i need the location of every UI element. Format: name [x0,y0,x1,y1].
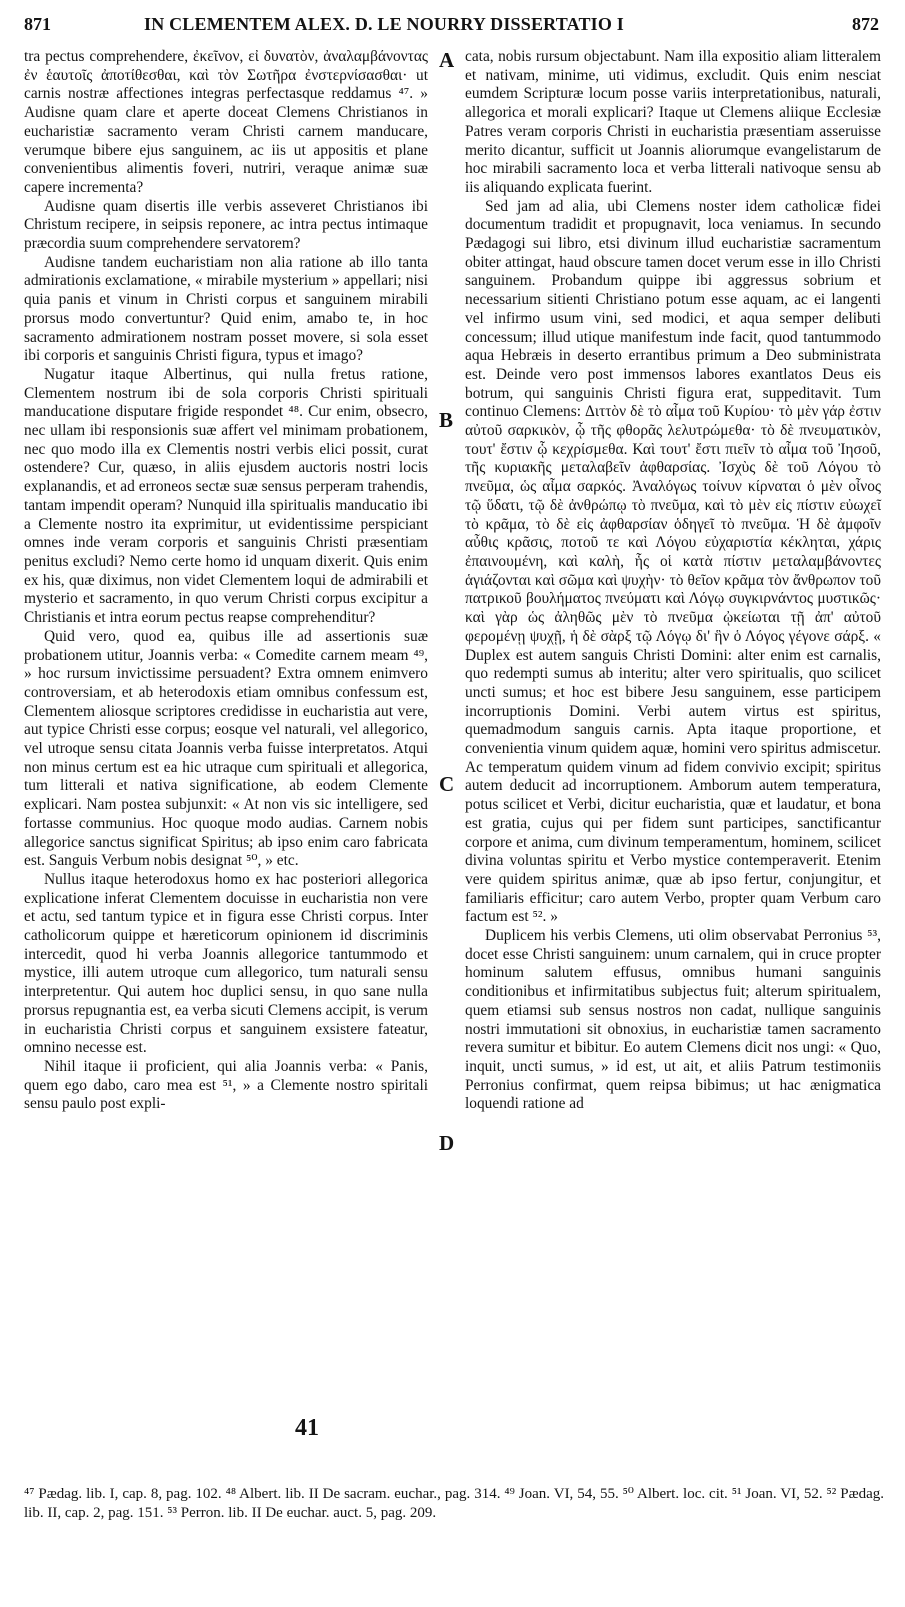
paragraph: cata, nobis rursum objectabunt. Nam illa expositio aliam litteralem et nativam, minime, uti vidimus, excludit. Quis enim nesciat eumdem Scripturæ locum posse variis interpretationibus, naturali, allegorica et morali explicari? Itaque ut Clemens aliique Ecclesiæ Patres veram corporis Christi in eucharistia præsentiam asseruisse merito dicantur, sufficit ut Joannis aliorumque evangelistarum de hoc mirabili sacramento loca et verba litterali nativoque sensu ab iis aliquando explicata fuerint. [465,48,881,196]
footnotes: ⁴⁷ Pædag. lib. I, cap. 8, pag. 102. ⁴⁸ Albert. lib. II De sacram. euchar., pag. 314. ⁴⁹ Joan. VI, 54, 55. ⁵⁰ Albert. loc. cit. ⁵¹ Joan. VI, 52. ⁵² Pædag. lib. II, cap. 2, pag. 151. ⁵³ Perron. lib. II De euchar. auct. 5, pag. 209. [24,1486,884,1521]
right-column [465,48,881,1114]
margin-letter-c: C [439,772,455,796]
paragraph: Quid vero, quod ea, quibus ille ad assertionis suæ probationem utitur, Joannis verba: « Comedite carnem meam ⁴⁹, » hoc rursum invictissime persuadent? Extra omnem enimvero controversiam, et ab heterodoxis etiam omnibus confessum est, Clementem aliosque scriptores credidisse in eucharistia aut vere, aut typice Christi esse corpus; eosque vel naturali, vel allegorico, vel utroque sensu citata Joannis verba fuisse interpretatos. Atqui non minus certum est ea hic utraque cum spirituali et allegorica, tum litterali et nativa significatione, ab eodem Clemente explicari. Nam postea subjunxit: « At non vis sic intelligere, sed fortasse communius. Hoc quoque modo audias. Carnem nobis allegorice sanctus significat Spiritus; ab ipso enim caro fabricata est. Sanguis Verbum nobis designat ⁵⁰, » etc. [24,627,428,870]
paragraph: Nugatur itaque Albertinus, qui nulla fretus ratione, Clementem nostrum ibi de sola corporis Christi spirituali manducatione disputare frigide respondet ⁴⁸. Cur enim, obsecro, nec ullam ibi responsionis suæ affert vel minimam probationem, nec quo modo illa ex Clementis nostri verbis elici possit, curat ostendere? Cur, quæso, in aliis ejusdem auctoris nostri locis explanandis, et ad erroneos sectæ suæ sensus perperam trahendis, tantam impendit operam? Nunquid illa spiritualis manducatio ibi a Clemente nostro ita exprimitur, ut evidentissime perspiciant omnes inde veram corporis et sanguinis Christi præsentiam penitus excludi? Nemo certe homo id unquam dixerit. Quis enim ex his, quæ diximus, non videt Clementem loqui de admirabili et mysterio et sacramento, in quo verum Christi corpus excipitur a Christianis et intra eorum pectus reapse comprehenditur? [24,365,428,627]
paragraph: Nullus itaque heterodoxus homo ex hac posteriori allegorica explicatione inferat Clementem docuisse in eucharistia non vere et actu, sed tantum typice et in figura esse Christi corpus. Inter catholicorum quippe et hæreticorum opinionem id discriminis intercedit, quod hi verba Joannis allegorice tantummodo et mystice, illi autem utroque cum allegorico, tum naturali sensu interpretentur. Qui autem hoc duplici sensu, in quo sane nulla prorsus repugnantia est, ea verba sicuti Clemens accipit, is verum in eucharistia Christi corpus et sanguinem exsistere fateatur, omnino necesse est. [24,870,428,1057]
left-column [24,48,428,1114]
migne-column-number: 41 [295,1415,319,1441]
page-number-left: 871 [24,14,51,34]
paragraph: Sed jam ad alia, ubi Clemens noster idem catholicæ fidei documentum tradidit et propugnavit, loca veniamus. In secundo Pædagogi sui libro, etsi divinum illud eucharistiæ sacramentum obiter attingat, haud obscure tamen docet verum esse in illo Christi sanguinem. Probandum quippe ibi aggressus sobrium et necessarium sitienti Christiano potum esse aquam, ac ei langenti vel infirmo usum vini, sed modici, et aqua semper delibuti concessum; illud utique manifestum inde facit, quod tantummodo aqua Hebræis in deserto errantibus primum a Deo subministrata est. Deinde vero post immensos labores exantlatos Deus eis botrum, qui sanguinis Christi figura erat, suppeditavit. Tum continuo Clemens: Διττὸν δὲ τὸ αἷμα τοῦ Κυρίου· τὸ μὲν γάρ ἐστιν αὐτοῦ σαρκικὸν, ᾧ τῆς φθορᾶς λελυτρώμεθα· τὸ δὲ πνευματικὸν, τουτ' ἔστιν ᾧ κεχρίσμεθα. Καὶ τουτ' ἔστι πιεῖν τὸ αἷμα τοῦ Ἰησοῦ, τῆς κυριακῆς μεταλαβεῖν ἀφθαρσίας. Ἰσχὺς δὲ τοῦ Λόγου τὸ πνεῦμα, ὡς αἷμα σαρκός. Ἀναλόγως τοίνυν κίρναται ὁ μὲν οἶνος τῷ ὕδατι, τῷ δὲ ἀνθρώπῳ τὸ πνεῦμα, καὶ τὸ μὲν εἰς πίστιν εὐωχεῖ τὸ κρᾶμα, τὸ δὲ εἰς ἀφθαρσίαν ὁδηγεῖ τὸ πνεῦμα. Ἡ δὲ ἀμφοῖν αὖθις κρᾶσις, ποτοῦ τε καὶ Λόγου εὐχαριστία κέκληται, χάρις ἐπαινουμένη, καὶ καλὴ, ἧς οἱ κατὰ πίστιν μεταλαμβάνοντες ἁγιάζονται καὶ σῶμα καὶ ψυχὴν· τὸ θεῖον κρᾶμα τὸν ἄνθρωπον τοῦ πατρικοῦ βουλήματος πνεύματι καὶ Λόγῳ συγκιρνάντος μυστικῶς· καὶ γὰρ ὡς ἀληθῶς μὲν τὸ πνεῦμα ᾠκείωται τῇ ἀπ' αὐτοῦ φερομένῃ ψυχῇ, ἡ δὲ σὰρξ τῷ Λόγῳ δι' ἣν ὁ Λόγος γέγονε σάρξ. « Duplex est autem sanguis Christi Domini: alter enim est carnalis, quo redempti sumus ab interitu; alter vero spiritualis, quo scilicet uncti sumus; et hoc est bibere Jesu sanguinem, esse participem incorruptionis Domini. Verbi autem virtus est spiritus, quemadmodum sanguis carnis. Apta itaque proportione, et convenientia vinum quidem aquæ, homini vero spiritus admiscetur. Ac temperatum quidem vinum ad fidem convivio excipit; spiritus autem deducit ad incorruptionem. Amborum autem temperatura, potus scilicet et Verbi, dicitur eucharistia, quæ et laudatur, et bona est gratia, cujus qui per fidem sunt participes, sanctificantur corpore et anima, cum divinum temperamentum, hominem, scilicet divina voluntas spiritu et Verbo mystice contemperaverit. Etenim vere quidem spiritus animæ, quæ ab ipso fertur, conjungitur, et familiaris efficitur; caro autem Verbo, propter quam Verbum caro factum est ⁵². » [465,197,881,926]
paragraph: Audisne tandem eucharistiam non alia ratione ab illo tanta admirationis exclamatione, « mirabile mysterium » appellari; nisi quia panis et vinum in Christi corpus et sanguinem mirabili prorsus modo convertuntur? Quid enim, amabo te, in hoc sacramento admirationem nostram posset movere, si sola esset ibi corporis et sanguinis Christi figura, typus et imago? [24,253,428,365]
margin-letter-b: B [439,408,454,432]
running-header [24,14,879,38]
margin-letter-a: A [439,48,455,72]
paragraph: Nihil itaque ii proficient, qui alia Joannis verba: « Panis, quem ego dabo, caro mea est ⁵¹, » a Clemente nostro spiritali sensu paulo post expli- [24,1057,428,1113]
paragraph: Duplicem his verbis Clemens, uti olim observabat Perronius ⁵³, docet esse Christi sanguinem: unum carnalem, qui in cruce propter hominum salutem effusus, omnibus humani sanguinis conditionibus et infirmitatibus subjectus fuit; alterum spiritualem, quem etiamsi sub sensus nostros non cadat, nullique sanguinis nostri immutationi sit obnoxius, in eucharistiæ tamen sacramento revera sumitur et bibitur. Eo autem Clemens dicit nos ungi: « Quo, inquit, uncti sumus, » id est, ut ait, et aliis Patrum testimoniis Perronius confirmat, quem reipsa bibimus; ut hac ænigmatica loquendi ratione ad [465,927,881,1113]
paragraph: Audisne quam disertis ille verbis asseveret Christianos ibi Christum recipere, in seipsis reponere, ac intra pectus intimaque præcordia suum comprehendere servatorem? [24,197,428,253]
header-title: IN CLEMENTEM ALEX. D. LE NOURRY DISSERTATIO I [144,14,624,34]
page-number-right: 872 [852,14,879,34]
paragraph: tra pectus comprehendere, ἐκεῖνον, εἰ δυνατὸν, ἀναλαμβάνοντας ἐν ἑαυτοῖς ἀποτίθεσθαι, καὶ τὸν Σωτῆρα ἐνστερνίσασθαι· ut carnis nostræ affectiones integras perfectasque reddamus ⁴⁷. » Audisne quam clare et aperte doceat Clemens Christianos in eucharistiæ sacramento veram Christi carnem manducare, verumque bibere ejus sanguinem, ac iis ut appositis et plane convenientibus alimentis foveri, nutriri, veraque animæ suæ capere incrementa? [24,48,428,196]
margin-letter-d: D [439,1131,455,1155]
